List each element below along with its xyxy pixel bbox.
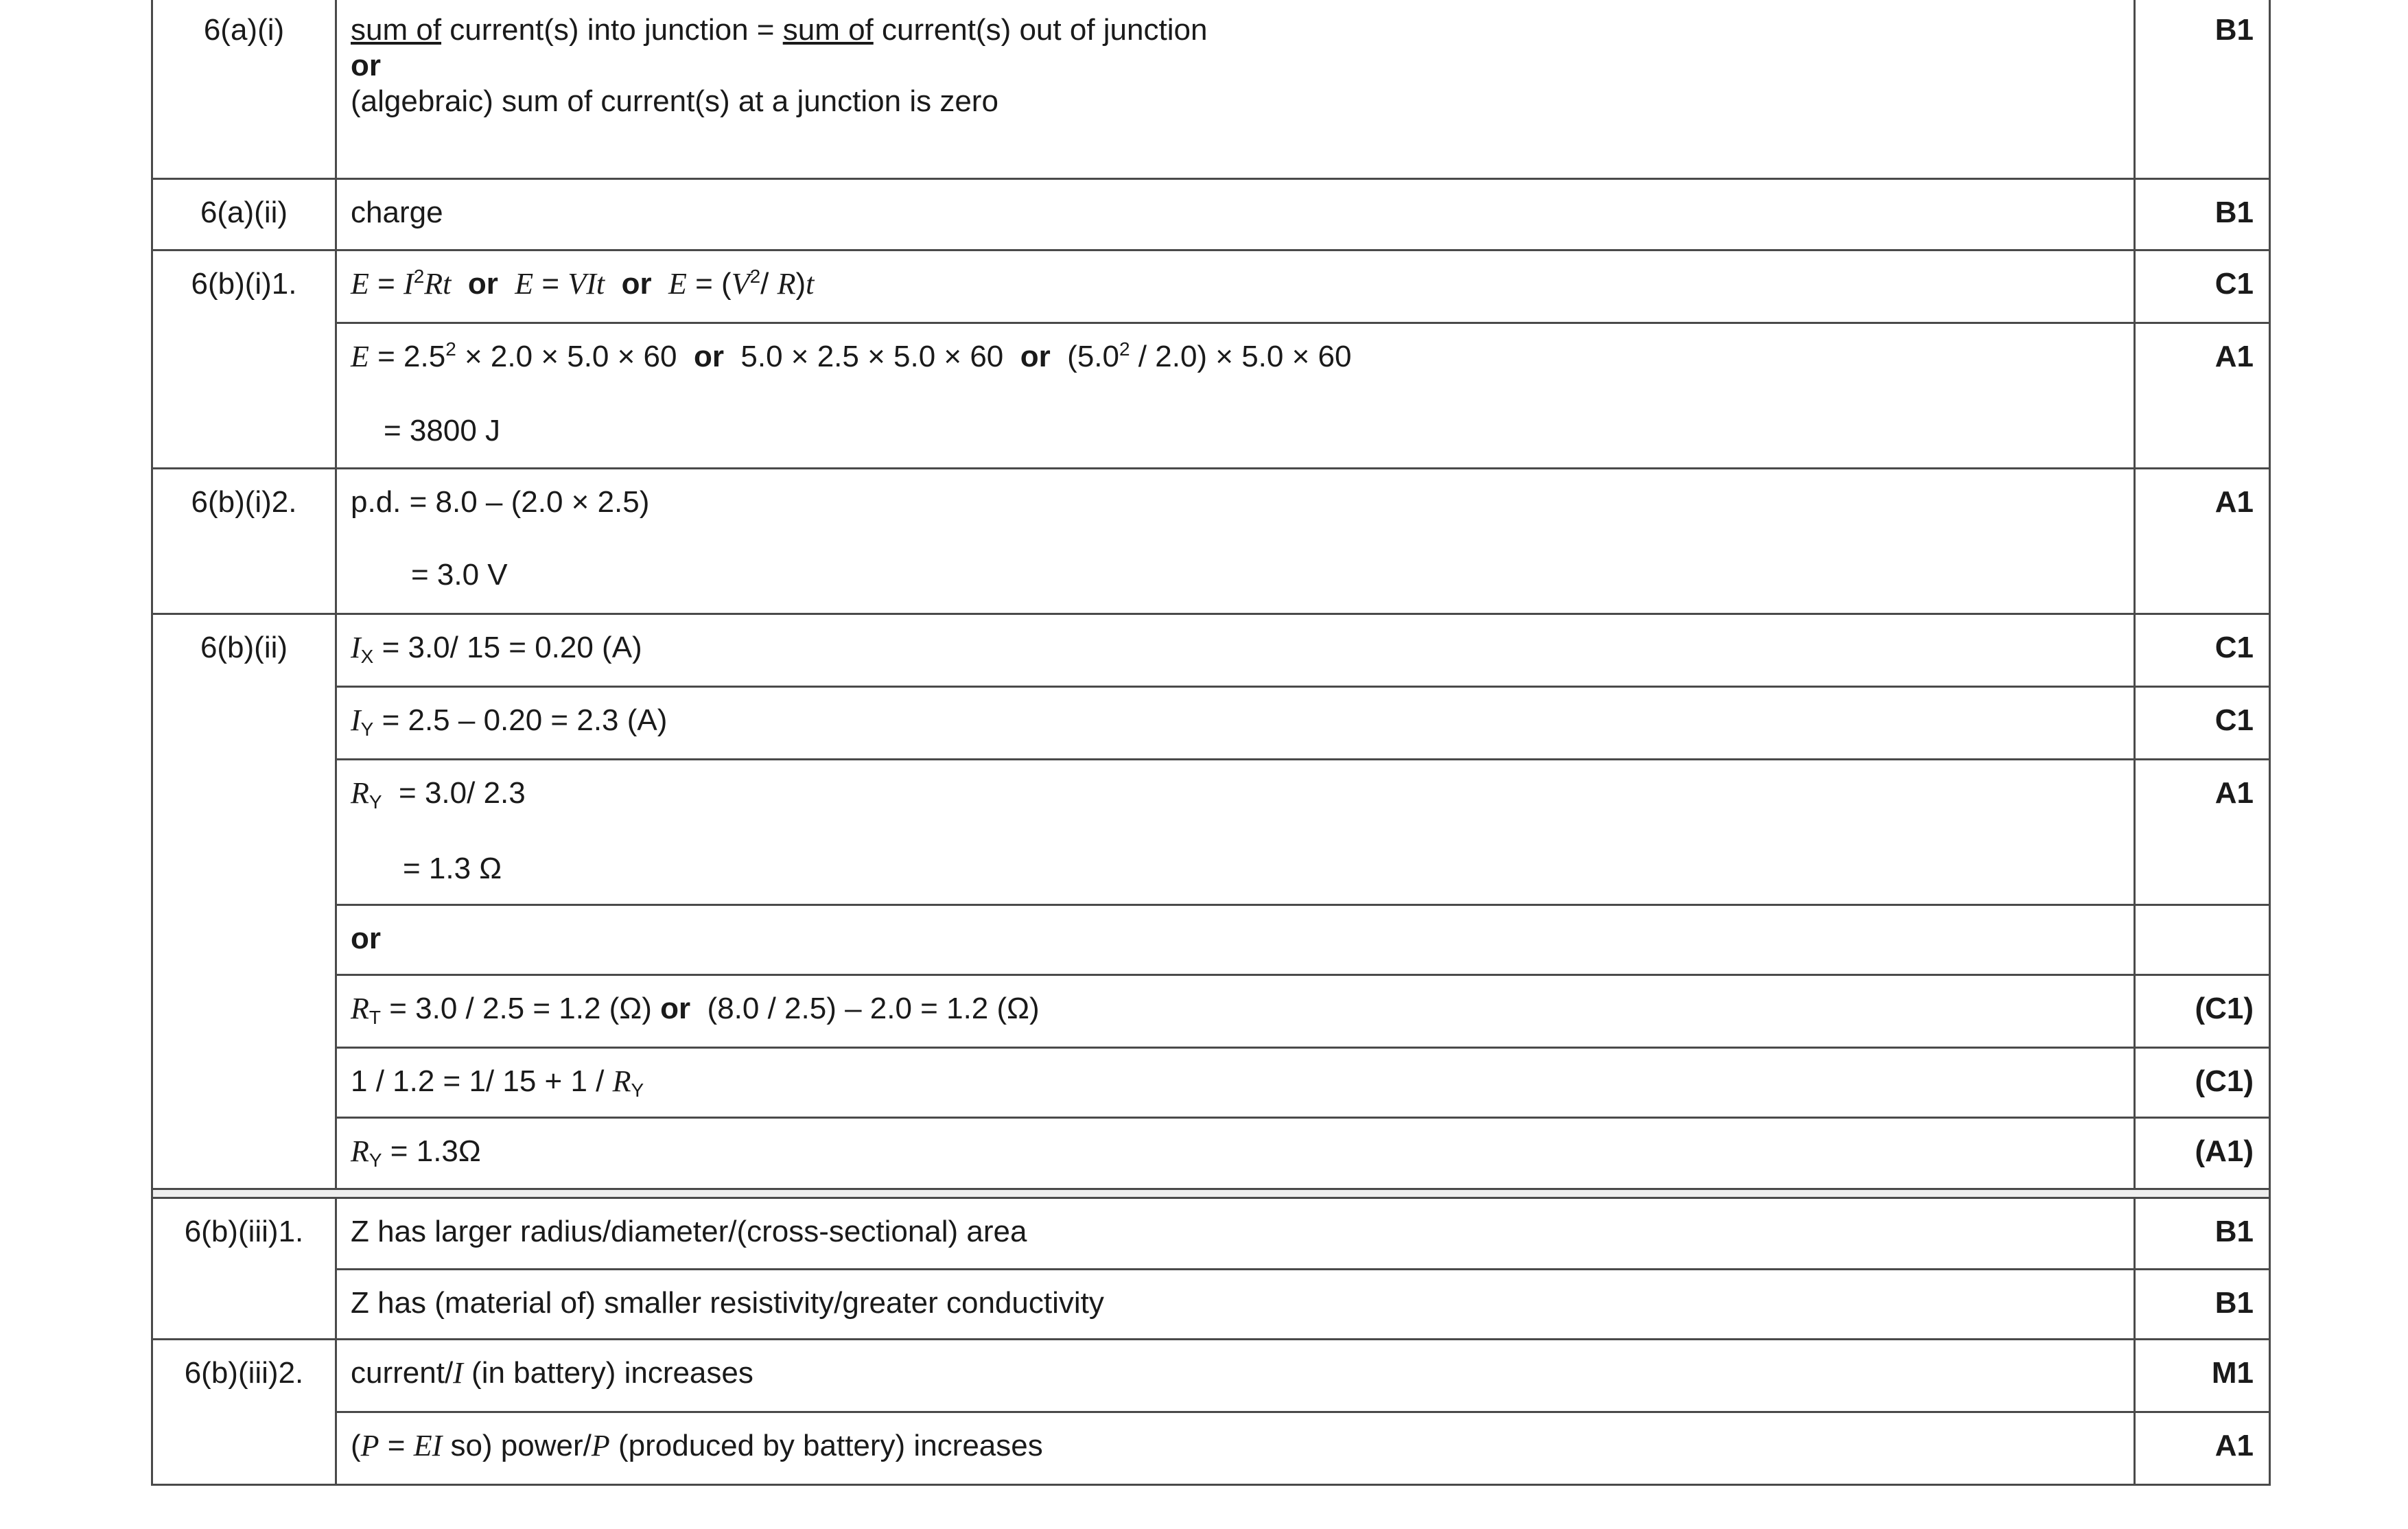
- or-connector: or: [351, 921, 381, 955]
- underlined-text: sum of: [782, 13, 874, 47]
- table-row: [152, 1412, 2270, 1484]
- answer-cell: $I_Y = 2.5 - 0.20 = 2.3$ (A): [336, 686, 2135, 759]
- table-row: [152, 1117, 2270, 1189]
- question-number: 6(b)(i)2.: [152, 468, 336, 614]
- table-row: [152, 323, 2270, 468]
- table-row: [152, 468, 2270, 614]
- answer-cell: sum of current(s) into junction = sum of current(s) out of junction or (algebraic) sum of current(s) at a junction is zero: [336, 0, 2135, 178]
- mark-cell: C1: [2135, 250, 2270, 323]
- mark-cell: A1: [2135, 468, 2270, 614]
- answer-cell: Z has larger radius/diameter/(cross-sectional) area: [336, 1198, 2135, 1269]
- answer-cell: $I_X = 3.0/$ 15 = 0.20 (A): [336, 614, 2135, 686]
- answer-cell: 1 / 1.2 = 1/ $15 + 1 / R_Y$: [336, 1047, 2135, 1117]
- answer-cell: charge: [336, 178, 2135, 250]
- table-row: [152, 1047, 2270, 1117]
- answer-cell: Z has (material of) smaller resistivity/greater conductivity: [336, 1269, 2135, 1339]
- mark-cell: B1: [2135, 1269, 2270, 1339]
- answer-cell: $R_T = 3.0 / 2.5 = 1.2$ (Ω) or (8.0 / 2.5) – 2.0 = 1.2 (Ω): [336, 974, 2135, 1047]
- table-row: [152, 686, 2270, 759]
- question-number: 6(b)(iii)1.: [152, 1198, 336, 1339]
- mark-cell: B1: [2135, 1198, 2270, 1269]
- table-row: [152, 1198, 2270, 1269]
- question-number: 6(b)(ii): [152, 614, 336, 1189]
- answer-cell: [336, 904, 2135, 974]
- mark-cell: C1: [2135, 686, 2270, 759]
- table-row: [152, 1339, 2270, 1412]
- or-connector: or: [621, 266, 652, 301]
- page-break: [152, 1189, 2270, 1198]
- mark-scheme-sheet: [151, 0, 2269, 1486]
- mark-cell: C1: [2135, 614, 2270, 686]
- or-connector: or: [467, 266, 498, 301]
- mark-cell: (C1): [2135, 1047, 2270, 1117]
- answer-cell: current/I (in battery) increases: [336, 1339, 2135, 1412]
- table-row: [152, 974, 2270, 1047]
- mark-cell: (A1): [2135, 1117, 2270, 1189]
- mark-cell: B1: [2135, 178, 2270, 250]
- table-row: [152, 759, 2270, 904]
- question-number: 6(b)(iii)2.: [152, 1339, 336, 1484]
- mark-cell: [2135, 904, 2270, 974]
- question-number: 6(b)(i)1.: [152, 250, 336, 468]
- table-row: [152, 250, 2270, 323]
- answer-cell: $E = I^2Rt$ or E = VIt or $E = (V^2/$ R)t: [336, 250, 2135, 323]
- or-connector: or: [351, 49, 381, 82]
- or-connector: or: [660, 991, 691, 1025]
- or-connector: or: [1020, 339, 1051, 373]
- answer-cell: (P = EI so) power/P (produced by battery) increases: [336, 1412, 2135, 1484]
- mark-cell: A1: [2135, 1412, 2270, 1484]
- answer-cell: $E = 2.5^2 \times 2.0 \times 5.0 \times 60$ or 5.0 × 2.5 × 5.0 × 60 or $(5.0^2 / 2.0) \times 5.0 \times 60$ = 3800 J: [336, 323, 2135, 468]
- mark-cell: A1: [2135, 323, 2270, 468]
- mark-cell: A1: [2135, 759, 2270, 904]
- table-row: [152, 614, 2270, 686]
- table-row: [152, 0, 2270, 178]
- answer-cell: $R_Y = 1.3\Omega$: [336, 1117, 2135, 1189]
- or-connector: or: [693, 339, 724, 373]
- underlined-text: sum of: [351, 13, 442, 47]
- mark-cell: M1: [2135, 1339, 2270, 1412]
- mark-cell: B1: [2135, 0, 2270, 178]
- answer-cell: p.d. = 8.0 – (2.0 × 2.5) = 3.0 V: [336, 468, 2135, 614]
- question-number: 6(a)(ii): [152, 178, 336, 250]
- mark-cell: (C1): [2135, 974, 2270, 1047]
- mark-scheme-table: [151, 0, 2271, 1486]
- question-number: 6(a)(i): [152, 0, 336, 178]
- table-row: [152, 1269, 2270, 1339]
- table-row: [152, 904, 2270, 974]
- table-row: [152, 178, 2270, 250]
- answer-cell: $R_Y = 3.0/$ 2.3 = 1.3 Ω: [336, 759, 2135, 904]
